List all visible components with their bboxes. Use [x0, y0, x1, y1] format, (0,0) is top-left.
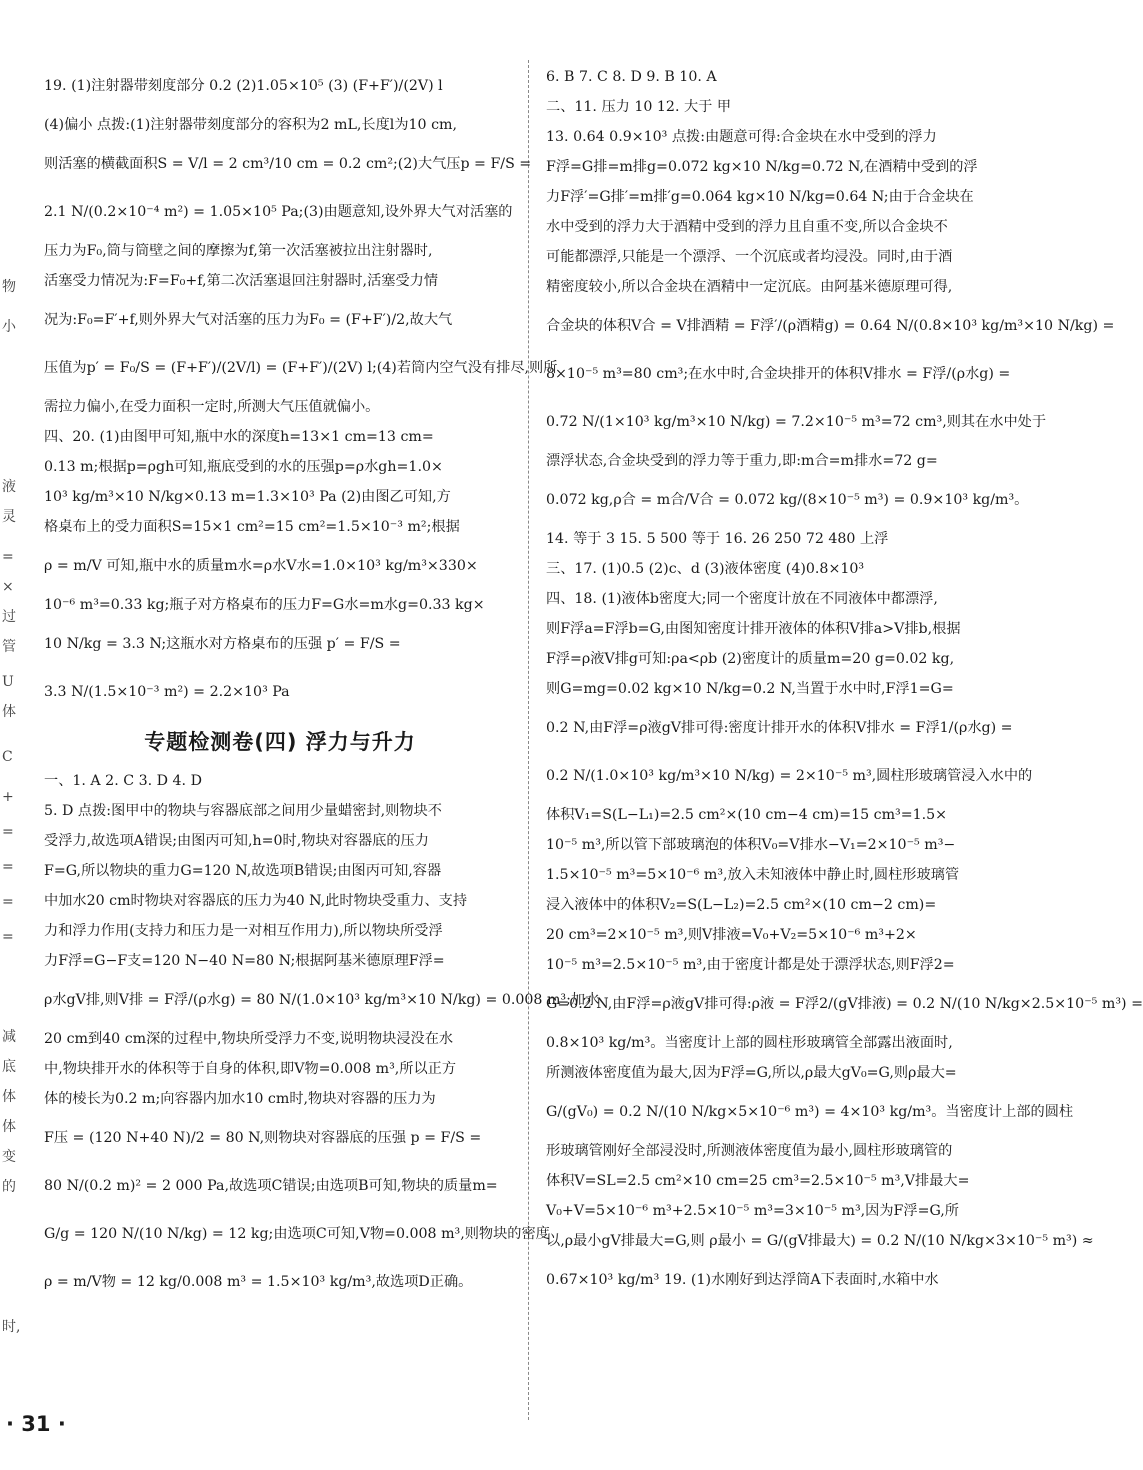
edge-char: 变 [2, 1149, 16, 1165]
answer-line: 则活塞的横截面积S = V/l = 2 cm³/10 cm = 0.2 cm²;(2)大气压p = F/S = [44, 156, 532, 172]
answer-line: 8×10⁻⁵ m³=80 cm³;在水中时,合金块排开的体积V排水 = F浮/(ρ水g) = [546, 366, 1011, 382]
answer-line: 0.13 m;根据p=ρgh可知,瓶底受到的水的压强p=ρ水gh=1.0× [44, 459, 443, 475]
edge-char: 物 [2, 279, 16, 295]
answer-line: ρ = m/V 可知,瓶中水的质量m水=ρ水V水=1.0×10³ kg/m³×330× [44, 558, 478, 574]
answer-line: 10⁻⁵ m³=2.5×10⁻⁵ m³,由于密度计都是处于漂浮状态,则F浮2= [546, 957, 955, 973]
left-answers-top [44, 62, 558, 716]
page-number: · 31 · [6, 1412, 66, 1436]
answer-line: 6. B 7. C 8. D 9. B 10. A [546, 69, 717, 85]
answer-line: 格桌布上的受力面积S=15×1 cm²=15 cm²=1.5×10⁻³ m²;根据 [44, 519, 460, 535]
edge-char: 体 [2, 1119, 16, 1135]
answer-line: 5. D 点拨:图甲中的物块与容器底部之间用少量蜡密封,则物块不 [44, 803, 442, 819]
edge-char: U [2, 674, 14, 690]
edge-char: + [2, 789, 14, 805]
answer-line: 体积V₁=S(L−L₁)=2.5 cm²×(10 cm−4 cm)=15 cm³=1.5× [546, 807, 948, 823]
edge-char: 液 [2, 479, 16, 495]
answer-line: 13. 0.64 0.9×10³ 点拨:由题意可得:合金块在水中受到的浮力 [546, 129, 937, 145]
edge-char: 小 [2, 319, 16, 335]
answer-line: 活塞受力情况为:F=F₀+f,第二次活塞退回注射器时,活塞受力情 [44, 273, 439, 289]
answer-line: ρ水gV排,则V排 = F浮/(ρ水g) = 80 N/(1.0×10³ kg/m³×10 N/kg) = 0.008 m³;加水 [44, 992, 600, 1008]
edge-char: 灵 [2, 509, 16, 525]
answer-line: 80 N/(0.2 m)² = 2 000 Pa,故选项C错误;由选项B可知,物块的质量m= [44, 1178, 498, 1194]
edge-char: 过 [2, 609, 16, 625]
answer-line: 一、1. A 2. C 3. D 4. D [44, 773, 202, 789]
answer-line: 3.3 N/(1.5×10⁻³ m²) = 2.2×10³ Pa [44, 684, 290, 700]
edge-char: 体 [2, 704, 16, 720]
edge-char: 减 [2, 1029, 16, 1045]
answer-line: 力F浮=G−F支=120 N−40 N=80 N;根据阿基米德原理F浮= [44, 953, 445, 969]
answer-line: 形玻璃管刚好全部浸没时,所测液体密度值为最小,圆柱形玻璃管的 [546, 1143, 953, 1159]
answer-line: 0.072 kg,ρ合 = m合/V合 = 0.072 kg/(8×10⁻⁵ m³) = 0.9×10³ kg/m³。 [546, 492, 1029, 508]
answer-line: 10⁻⁵ m³,所以管下部玻璃泡的体积V₀=V排水−V₁=2×10⁻⁵ m³− [546, 837, 956, 853]
answer-line: 浸入液体中的体积V₂=S(L−L₂)=2.5 cm²×(10 cm−2 cm)= [546, 897, 937, 913]
answer-line: 二、11. 压力 10 12. 大于 甲 [546, 99, 732, 115]
edge-char: = [2, 859, 14, 875]
answer-line: 体的棱长为0.2 m;向容器内加水10 cm时,物块对容器的压力为 [44, 1091, 436, 1107]
answer-line: 可能都漂浮,只能是一个漂浮、一个沉底或者均浸没。同时,由于酒 [546, 249, 953, 265]
answer-line: 19. (1)注射器带刻度部分 0.2 (2)1.05×10⁵ (3) (F+F′)/(2V) l [44, 78, 443, 94]
answer-line: F压 = (120 N+40 N)/2 = 80 N,则物块对容器底的压强 p = F/S = [44, 1130, 482, 1146]
answer-line: V₀+V=5×10⁻⁶ m³+2.5×10⁻⁵ m³=3×10⁻⁵ m³,因为F浮=G,所 [546, 1203, 959, 1219]
answer-line: 0.8×10³ kg/m³。当密度计上部的圆柱形玻璃管全部露出液面时, [546, 1035, 953, 1051]
answer-line: 漂浮状态,合金块受到的浮力等于重力,即:m合=m排水=72 g= [546, 453, 938, 469]
edge-char: = [2, 824, 14, 840]
answer-line: 1.5×10⁻⁵ m³=5×10⁻⁶ m³,放入未知液体中静止时,圆柱形玻璃管 [546, 867, 960, 883]
answer-line: 0.2 N,由F浮=ρ液gV排可得:密度计排开水的体积V排水 = F浮1/(ρ水g) = [546, 720, 1013, 736]
edge-char: C [2, 749, 13, 765]
answer-line: 四、20. (1)由图甲可知,瓶中水的深度h=13×1 cm=13 cm= [44, 429, 434, 445]
answer-line: ρ = m/V物 = 12 kg/0.008 m³ = 1.5×10³ kg/m³,故选项D正确。 [44, 1274, 473, 1290]
answer-line: F浮=ρ液V排g可知:ρa<ρb (2)密度计的质量m=20 g=0.02 kg, [546, 651, 955, 667]
left-answers-bottom [44, 766, 600, 1306]
left-column [44, 62, 600, 1306]
right-column [546, 62, 1143, 1304]
answer-line: 则G=mg=0.02 kg×10 N/kg=0.2 N,当置于水中时,F浮1=G= [546, 681, 954, 697]
answer-line: 压值为p′ = F₀/S = (F+F′)/(2V/l) = (F+F′)/(2V) l;(4)若筒内空气没有排尽,则所 [44, 360, 558, 376]
answer-line: 20 cm³=2×10⁻⁵ m³,则V排液=V₀+V₂=5×10⁻⁶ m³+2× [546, 927, 917, 943]
answer-line: 0.2 N/(1.0×10³ kg/m³×10 N/kg) = 2×10⁻⁵ m³,圆柱形玻璃管浸入水中的 [546, 768, 1033, 784]
answer-line: 压力为F₀,筒与筒壁之间的摩擦为f,第一次活塞被拉出注射器时, [44, 243, 433, 259]
answer-line: 需拉力偏小,在受力面积一定时,所测大气压值就偏小。 [44, 399, 380, 415]
edge-char: × [2, 579, 14, 595]
answer-line: F浮=G排=m排g=0.072 kg×10 N/kg=0.72 N,在酒精中受到的浮 [546, 159, 978, 175]
answer-line: G=0.2 N,由F浮=ρ液gV排可得:ρ液 = F浮2/(gV排液) = 0.2 N/(10 N/kg×2.5×10⁻⁵ m³) = [546, 996, 1143, 1012]
answer-line: 四、18. (1)液体b密度大;同一个密度计放在不同液体中都漂浮, [546, 591, 938, 607]
answer-line: 中加水20 cm时物块对容器底的压力为40 N,此时物块受重力、支持 [44, 893, 468, 909]
edge-char: 底 [2, 1059, 16, 1075]
answer-line: 10⁻⁶ m³=0.33 kg;瓶子对方格桌布的压力F=G水=m水g=0.33 kg× [44, 597, 485, 613]
answer-line: 20 cm到40 cm深的过程中,物块所受浮力不变,说明物块浸没在水 [44, 1031, 454, 1047]
edge-char: = [2, 549, 14, 565]
answer-line: 14. 等于 3 15. 5 500 等于 16. 26 250 72 480 上浮 [546, 531, 889, 547]
answer-line: 力和浮力作用(支持力和压力是一对相互作用力),所以物块所受浮 [44, 923, 443, 939]
answer-line: 10³ kg/m³×10 N/kg×0.13 m=1.3×10³ Pa (2)由图乙可知,方 [44, 489, 451, 505]
answer-line: (4)偏小 点拨:(1)注射器带刻度部分的容积为2 mL,长度l为10 cm, [44, 117, 457, 133]
answer-line: 中,物块排开水的体积等于自身的体积,即V物=0.008 m³,所以正方 [44, 1061, 457, 1077]
edge-char: 时, [2, 1319, 21, 1335]
answer-line: 所测液体密度值为最大,因为F浮=G,所以,ρ最大gV₀=G,则ρ最大= [546, 1065, 957, 1081]
answer-line: 力F浮′=G排′=m排′g=0.064 kg×10 N/kg=0.64 N;由于合金块在 [546, 189, 974, 205]
answer-line: 况为:F₀=F′+f,则外界大气对活塞的压力为F₀ = (F+F′)/2,故大气 [44, 312, 453, 328]
answer-line: G/(gV₀) = 0.2 N/(10 N/kg×5×10⁻⁶ m³) = 4×10³ kg/m³。当密度计上部的圆柱 [546, 1104, 1074, 1120]
answer-line: G/g = 120 N/(10 N/kg) = 12 kg;由选项C可知,V物=0.008 m³,则物块的密度 [44, 1226, 550, 1242]
answer-line: 0.72 N/(1×10³ kg/m³×10 N/kg) = 7.2×10⁻⁵ m³=72 cm³,则其在水中处于 [546, 414, 1047, 430]
edge-char: 体 [2, 1089, 16, 1105]
answer-line: F=G,所以物块的重力G=120 N,故选项B错误;由图丙可知,容器 [44, 863, 442, 879]
answer-line: 以,ρ最小gV排最大=G,则 ρ最小 = G/(gV排最大) = 0.2 N/(10 N/kg×3×10⁻⁵ m³) ≈ [546, 1233, 1094, 1249]
answer-line: 则F浮a=F浮b=G,由图知密度计排开液体的体积V排a>V排b,根据 [546, 621, 961, 637]
edge-char: = [2, 929, 14, 945]
edge-char: 的 [2, 1179, 16, 1195]
section-title: 专题检测卷(四) 浮力与升力 [144, 730, 416, 754]
answer-line: 精密度较小,所以合金块在酒精中一定沉底。由阿基米德原理可得, [546, 279, 953, 295]
answer-line: 三、17. (1)0.5 (2)c、d (3)液体密度 (4)0.8×10³ [546, 561, 865, 577]
answer-line: 2.1 N/(0.2×10⁻⁴ m²) = 1.05×10⁵ Pa;(3)由题意知,设外界大气对活塞的 [44, 204, 513, 220]
column-divider [528, 60, 529, 1420]
answer-line: 受浮力,故选项A错误;由图丙可知,h=0时,物块对容器底的压力 [44, 833, 429, 849]
answer-line: 体积V=SL=2.5 cm²×10 cm=25 cm³=2.5×10⁻⁵ m³,V排最大= [546, 1173, 970, 1189]
edge-char: = [2, 894, 14, 910]
answer-line: 水中受到的浮力大于酒精中受到的浮力且自重不变,所以合金块不 [546, 219, 948, 235]
answer-line: 合金块的体积V合 = V排酒精 = F浮′/(ρ酒精g) = 0.64 N/(0.8×10³ kg/m³×10 N/kg) = [546, 318, 1115, 334]
edge-char: 管 [2, 639, 16, 655]
answer-line: 10 N/kg = 3.3 N;这瓶水对方格桌布的压强 p′ = F/S = [44, 636, 401, 652]
answer-line: 0.67×10³ kg/m³ 19. (1)水刚好到达浮筒A下表面时,水箱中水 [546, 1272, 939, 1288]
